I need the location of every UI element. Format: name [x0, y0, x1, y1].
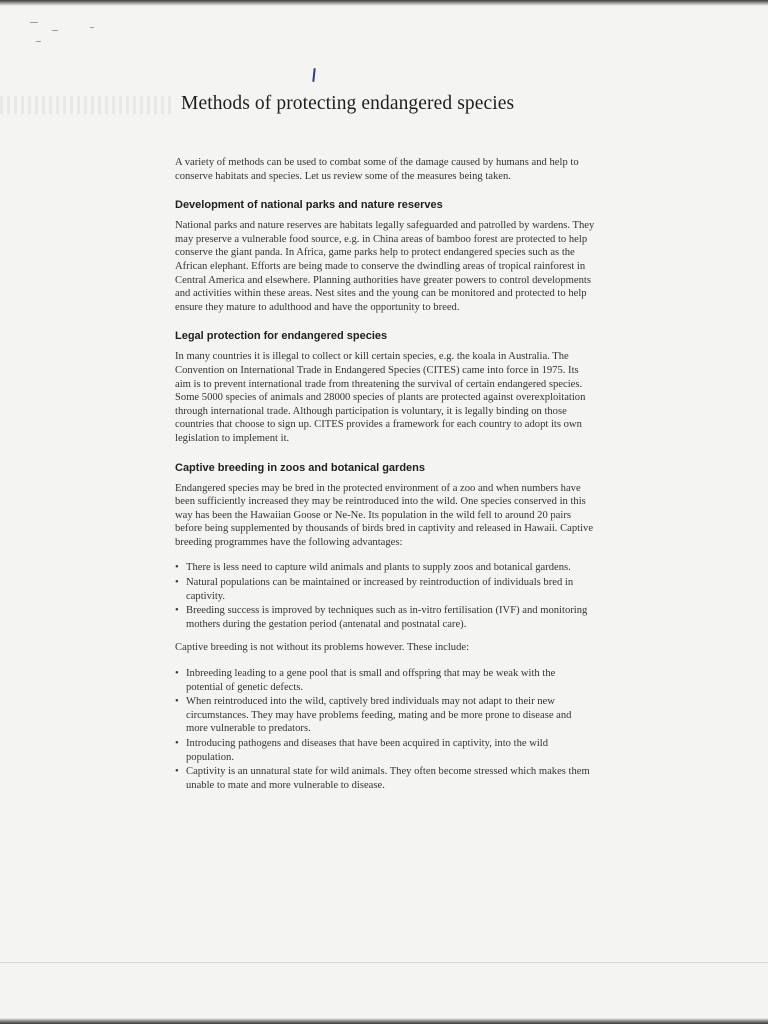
page-title: Methods of protecting endangered species	[181, 93, 515, 114]
scan-speck	[36, 41, 41, 42]
scan-speck	[30, 22, 38, 23]
section-paragraph-national-parks: National parks and nature reserves are habitats legally safeguarded and patrolled by wardens. They may preserve a vulnerable food source, e.g. in China areas of bamboo forest are protected to help conserve the giant panda. In Africa, game parks help to protect endangered species such as the African elephant. Efforts are being made to conserve the dwindling areas of tropical rainforest in Central America and elsewhere. Planning authorities have greater powers to control developments and activities within these areas. Nest sites and the young can be monitored and protected to help ensure they mature to adulthood and have the opportunity to breed.	[175, 220, 595, 313]
section-heading-legal-protection: Legal protection for endangered species	[175, 330, 388, 343]
section-paragraph-legal-protection: In many countries it is illegal to collect or kill certain species, e.g. the koala in Australia. The Convention on International Trade in Endangered Species (CITES) came into force in 1975. Its aim is to prevent international trade from threatening the survival of certain endangered species. Some 5000 species of animals and 28000 species of plants are protected against overexploitation through international trade. Although participation is voluntary, it is legally binding on those countries that choose to sign up. CITES provides a framework for each country to adopt its own legislation to implement it.	[175, 351, 586, 444]
list-item: • When reintroduced into the wild, captively bred individuals may not adapt to their new circumstances. They may have problems feeding, mating and be more prone to disease and more vulnerable to predators.	[175, 695, 595, 736]
section-heading-national-parks: Development of national parks and nature reserves	[175, 199, 443, 212]
scan-speck	[90, 27, 94, 28]
list-item: • Inbreeding leading to a gene pool that is small and offspring that may be weak with the potential of genetic defects.	[175, 667, 595, 694]
intro-paragraph: A variety of methods can be used to combat some of the damage caused by humans and help to conserve habitats and species. Let us review some of the measures being taken.	[175, 157, 579, 182]
problems-intro: Captive breeding is not without its problems however. These include:	[175, 642, 470, 654]
document-body	[175, 90, 595, 802]
scan-speck	[52, 30, 58, 31]
page-edge-line	[0, 962, 768, 963]
section-heading-captive-breeding: Captive breeding in zoos and botanical gardens	[175, 461, 425, 474]
list-item: • Captivity is an unnatural state for wild animals. They often become stressed which makes them unable to mate and more vulnerable to disease.	[175, 765, 595, 792]
scan-bottom-shadow	[0, 1018, 768, 1024]
scan-smudge	[0, 96, 175, 114]
list-item: • There is less need to capture wild animals and plants to supply zoos and botanical gardens.	[175, 561, 595, 575]
problems-list	[175, 667, 595, 792]
pen-mark	[312, 68, 315, 82]
advantages-list	[175, 561, 595, 631]
section-paragraph-captive-breeding: Endangered species may be bred in the protected environment of a zoo and when numbers have been sufficiently increased they may be reintroduced into the wild. One species conserved in this way has been the Hawaiian Goose or Ne-Ne. Its population in the wild fell to around 20 pairs before being supplemented by thousands of birds bred in captivity and released in Hawaii. Captive breeding programmes have the following advantages:	[175, 482, 594, 548]
scan-top-shadow	[0, 0, 768, 6]
list-item: • Breeding success is improved by techniques such as in-vitro fertilisation (IVF) and monitoring mothers during the gestation period (antenatal and postnatal care).	[175, 604, 595, 631]
list-item: • Natural populations can be maintained or increased by reintroduction of individuals bred in captivity.	[175, 576, 595, 603]
list-item: • Introducing pathogens and diseases that have been acquired in captivity, into the wild population.	[175, 737, 595, 764]
